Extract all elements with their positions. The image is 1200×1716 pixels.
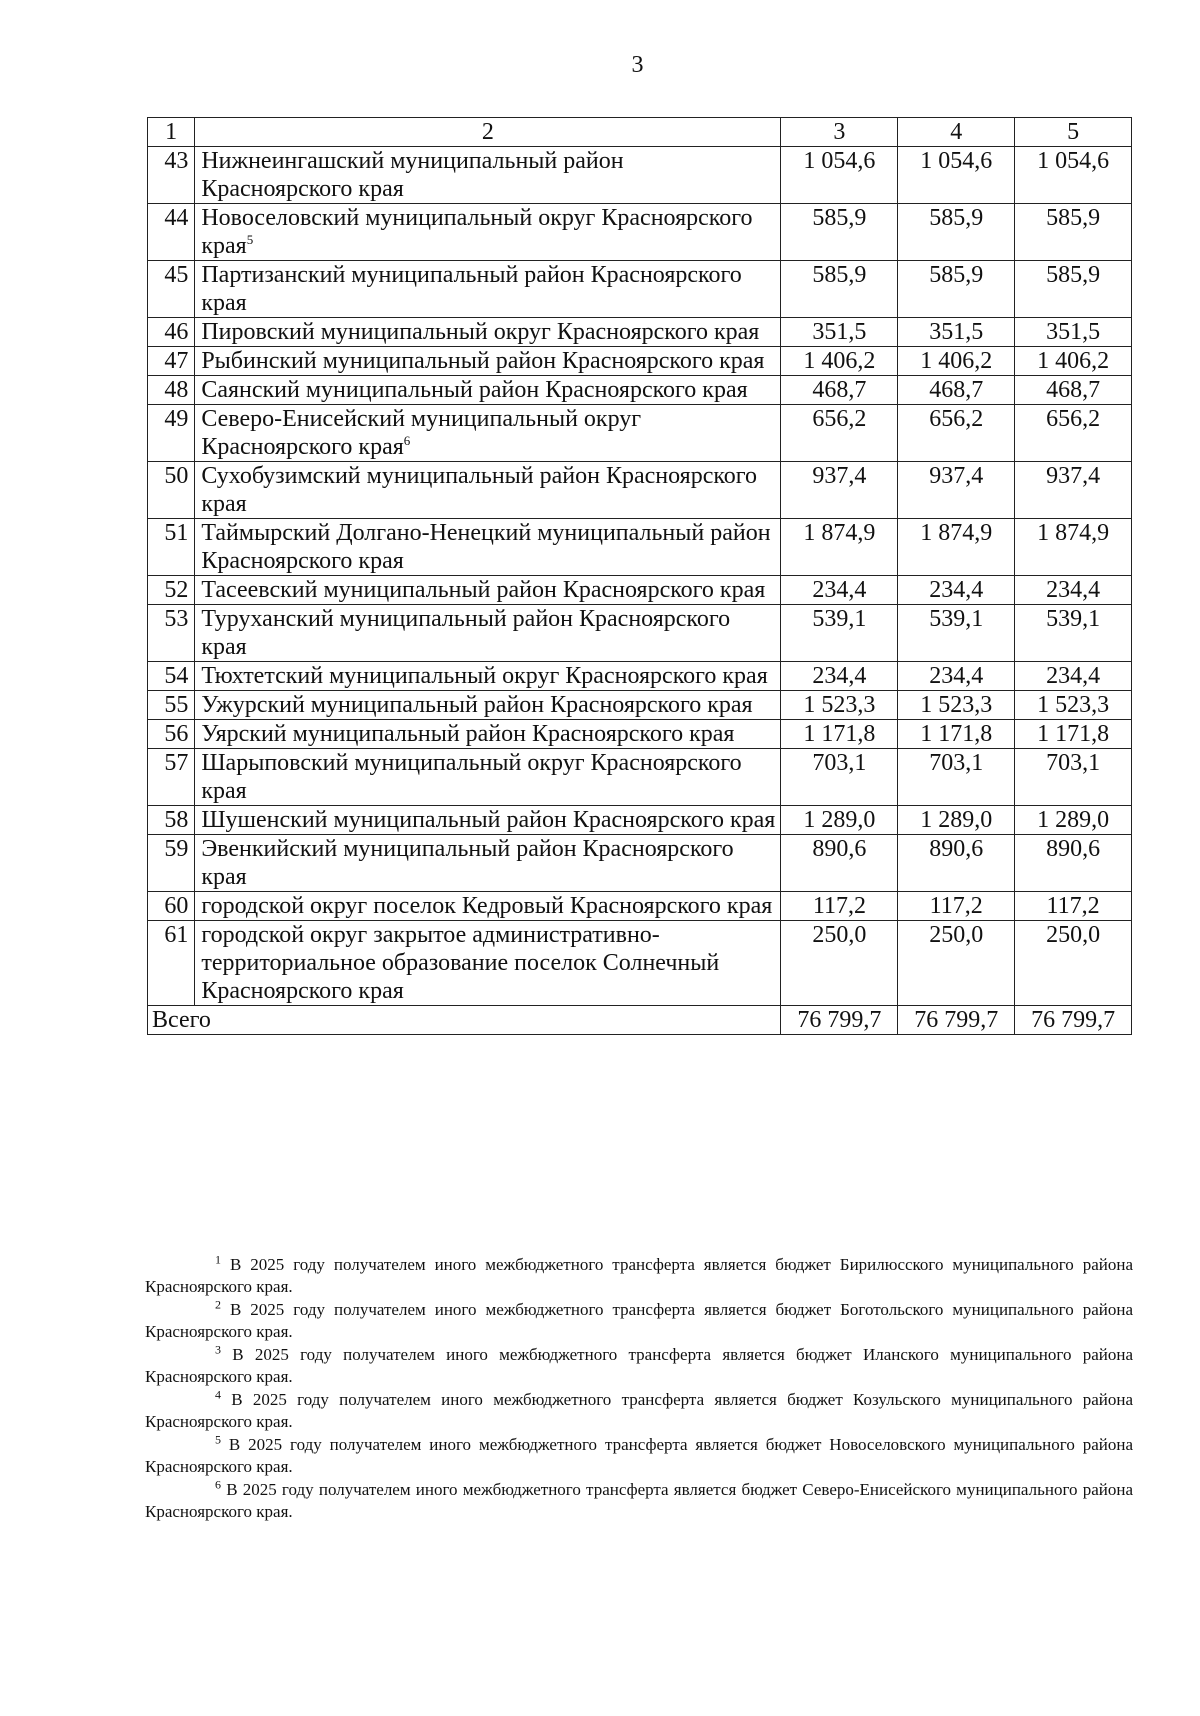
municipality-name-text: городской округ закрытое административно-территориальное образование поселок Солнечный Красноярского края bbox=[201, 922, 720, 1004]
value-cell: 937,4 bbox=[781, 462, 898, 519]
table-row bbox=[148, 749, 1132, 806]
value-cell: 250,0 bbox=[898, 921, 1015, 1006]
municipality-name-text: Туруханский муниципальный район Красноярского края bbox=[201, 606, 731, 660]
value-cell: 1 874,9 bbox=[1015, 519, 1132, 576]
municipality-name bbox=[195, 720, 781, 749]
municipality-name bbox=[195, 376, 781, 405]
footnote-mark: 5 bbox=[215, 1432, 221, 1447]
value-cell: 585,9 bbox=[1015, 261, 1132, 318]
total-value: 76 799,7 bbox=[781, 1006, 898, 1035]
total-value: 76 799,7 bbox=[1015, 1006, 1132, 1035]
value-cell: 468,7 bbox=[1015, 376, 1132, 405]
municipality-name bbox=[195, 691, 781, 720]
column-header: 5 bbox=[1015, 118, 1132, 147]
table-row bbox=[148, 204, 1132, 261]
table-row bbox=[148, 892, 1132, 921]
footnote-text: В 2025 году получателем иного межбюджетного трансферта является бюджет Новоселовского муниципального района Красноярского края. bbox=[145, 1435, 1134, 1476]
table-row bbox=[148, 806, 1132, 835]
value-cell: 1 171,8 bbox=[898, 720, 1015, 749]
municipality-name bbox=[195, 605, 781, 662]
value-cell: 117,2 bbox=[898, 892, 1015, 921]
value-cell: 468,7 bbox=[898, 376, 1015, 405]
municipality-name-text: Ужурский муниципальный район Красноярского края bbox=[201, 692, 753, 718]
footnote bbox=[145, 1344, 1133, 1388]
value-cell: 1 054,6 bbox=[781, 147, 898, 204]
municipality-name bbox=[195, 204, 781, 261]
value-cell: 1 171,8 bbox=[781, 720, 898, 749]
municipality-name-text: Новоселовский муниципальный округ Красноярского края bbox=[201, 205, 753, 259]
table-row bbox=[148, 835, 1132, 892]
value-cell: 703,1 bbox=[1015, 749, 1132, 806]
value-cell: 117,2 bbox=[781, 892, 898, 921]
municipality-name-text: Северо-Енисейский муниципальный округ Красноярского края bbox=[201, 406, 642, 460]
total-row bbox=[148, 1006, 1132, 1035]
value-cell: 703,1 bbox=[781, 749, 898, 806]
row-number: 59 bbox=[148, 835, 195, 892]
value-cell: 937,4 bbox=[1015, 462, 1132, 519]
table-row bbox=[148, 261, 1132, 318]
value-cell: 250,0 bbox=[1015, 921, 1132, 1006]
footnote-mark: 6 bbox=[215, 1477, 221, 1492]
value-cell: 234,4 bbox=[898, 662, 1015, 691]
municipality-name-text: Тасеевский муниципальный район Красноярского края bbox=[201, 577, 766, 603]
footnote-ref: 5 bbox=[246, 232, 254, 247]
table-row bbox=[148, 405, 1132, 462]
municipality-name bbox=[195, 806, 781, 835]
footnote-text: В 2025 году получателем иного межбюджетного трансферта является бюджет Бирилюсского муниципального района Красноярского края. bbox=[145, 1255, 1133, 1296]
value-cell: 234,4 bbox=[781, 662, 898, 691]
municipality-name-text: Пировский муниципальный округ Красноярского края bbox=[201, 319, 760, 345]
value-cell: 539,1 bbox=[781, 605, 898, 662]
value-cell: 890,6 bbox=[898, 835, 1015, 892]
value-cell: 468,7 bbox=[781, 376, 898, 405]
value-cell: 890,6 bbox=[1015, 835, 1132, 892]
municipality-name-text: Уярский муниципальный район Красноярского края bbox=[201, 721, 735, 747]
municipality-name-text: Тюхтетский муниципальный округ Красноярского края bbox=[201, 663, 768, 689]
row-number: 43 bbox=[148, 147, 195, 204]
municipality-name-text: Шушенский муниципальный район Красноярского края bbox=[201, 807, 776, 833]
total-label: Всего bbox=[148, 1006, 781, 1035]
value-cell: 1 054,6 bbox=[1015, 147, 1132, 204]
value-cell: 585,9 bbox=[781, 261, 898, 318]
table-row bbox=[148, 662, 1132, 691]
column-header: 4 bbox=[898, 118, 1015, 147]
value-cell: 937,4 bbox=[898, 462, 1015, 519]
footnote-text: В 2025 году получателем иного межбюджетного трансферта является бюджет Козульского муниципального района Красноярского края. bbox=[145, 1390, 1134, 1431]
data-table bbox=[147, 117, 1132, 1035]
value-cell: 585,9 bbox=[781, 204, 898, 261]
total-value: 76 799,7 bbox=[898, 1006, 1015, 1035]
row-number: 51 bbox=[148, 519, 195, 576]
footnote bbox=[145, 1254, 1133, 1298]
value-cell: 890,6 bbox=[781, 835, 898, 892]
column-header: 3 bbox=[781, 118, 898, 147]
table-row bbox=[148, 605, 1132, 662]
municipality-name bbox=[195, 347, 781, 376]
value-cell: 703,1 bbox=[898, 749, 1015, 806]
row-number: 44 bbox=[148, 204, 195, 261]
value-cell: 656,2 bbox=[781, 405, 898, 462]
table-row bbox=[148, 691, 1132, 720]
municipality-name-text: Эвенкийский муниципальный район Красноярского края bbox=[201, 836, 734, 890]
value-cell: 117,2 bbox=[1015, 892, 1132, 921]
row-number: 48 bbox=[148, 376, 195, 405]
footnote-mark: 2 bbox=[215, 1297, 221, 1312]
row-number: 58 bbox=[148, 806, 195, 835]
row-number: 49 bbox=[148, 405, 195, 462]
value-cell: 539,1 bbox=[1015, 605, 1132, 662]
value-cell: 1 406,2 bbox=[781, 347, 898, 376]
footnote-mark: 3 bbox=[215, 1342, 221, 1357]
footnote bbox=[145, 1479, 1133, 1523]
value-cell: 1 054,6 bbox=[898, 147, 1015, 204]
value-cell: 1 171,8 bbox=[1015, 720, 1132, 749]
row-number: 55 bbox=[148, 691, 195, 720]
row-number: 57 bbox=[148, 749, 195, 806]
footnote-text: В 2025 году получателем иного межбюджетного трансферта является бюджет Боготольского муниципального района Красноярского края. bbox=[145, 1300, 1133, 1341]
value-cell: 656,2 bbox=[1015, 405, 1132, 462]
footnote-ref: 6 bbox=[403, 433, 411, 448]
municipality-name bbox=[195, 835, 781, 892]
value-cell: 234,4 bbox=[1015, 576, 1132, 605]
table-row bbox=[148, 347, 1132, 376]
column-header: 2 bbox=[195, 118, 781, 147]
value-cell: 539,1 bbox=[898, 605, 1015, 662]
footnote-text: В 2025 году получателем иного межбюджетного трансферта является бюджет Северо-Енисейского муниципального района Красноярского края. bbox=[145, 1480, 1133, 1521]
value-cell: 585,9 bbox=[898, 204, 1015, 261]
value-cell: 351,5 bbox=[898, 318, 1015, 347]
footnote-mark: 4 bbox=[215, 1387, 221, 1402]
value-cell: 351,5 bbox=[781, 318, 898, 347]
row-number: 46 bbox=[148, 318, 195, 347]
value-cell: 1 523,3 bbox=[898, 691, 1015, 720]
value-cell: 585,9 bbox=[898, 261, 1015, 318]
table-row bbox=[148, 318, 1132, 347]
value-cell: 1 523,3 bbox=[1015, 691, 1132, 720]
table-row bbox=[148, 720, 1132, 749]
footnote bbox=[145, 1434, 1133, 1478]
row-number: 45 bbox=[148, 261, 195, 318]
table-row bbox=[148, 147, 1132, 204]
municipality-name bbox=[195, 462, 781, 519]
value-cell: 1 289,0 bbox=[898, 806, 1015, 835]
value-cell: 656,2 bbox=[898, 405, 1015, 462]
table-row bbox=[148, 921, 1132, 1006]
municipality-name bbox=[195, 519, 781, 576]
row-number: 61 bbox=[148, 921, 195, 1006]
header-row bbox=[148, 118, 1132, 147]
row-number: 53 bbox=[148, 605, 195, 662]
municipality-name-text: Шарыповский муниципальный округ Красноярского края bbox=[201, 750, 742, 804]
value-cell: 585,9 bbox=[1015, 204, 1132, 261]
municipality-name-text: Сухобузимский муниципальный район Красноярского края bbox=[201, 463, 758, 517]
row-number: 50 bbox=[148, 462, 195, 519]
table-row bbox=[148, 376, 1132, 405]
table-row bbox=[148, 576, 1132, 605]
footnote-mark: 1 bbox=[215, 1252, 221, 1267]
municipality-name-text: Саянский муниципальный район Красноярского края bbox=[201, 377, 748, 403]
page-number: 3 bbox=[631, 52, 644, 78]
value-cell: 1 406,2 bbox=[1015, 347, 1132, 376]
municipality-name bbox=[195, 318, 781, 347]
municipality-name bbox=[195, 892, 781, 921]
table-row bbox=[148, 519, 1132, 576]
row-number: 54 bbox=[148, 662, 195, 691]
value-cell: 234,4 bbox=[898, 576, 1015, 605]
footnotes bbox=[145, 1254, 1133, 1524]
municipality-name-text: Партизанский муниципальный район Красноярского края bbox=[201, 262, 742, 316]
value-cell: 1 523,3 bbox=[781, 691, 898, 720]
municipality-name-text: Рыбинский муниципальный район Красноярского края bbox=[201, 348, 765, 374]
municipality-name bbox=[195, 921, 781, 1006]
footnote bbox=[145, 1299, 1133, 1343]
value-cell: 1 289,0 bbox=[781, 806, 898, 835]
value-cell: 1 406,2 bbox=[898, 347, 1015, 376]
table-row bbox=[148, 462, 1132, 519]
value-cell: 1 874,9 bbox=[781, 519, 898, 576]
municipality-name bbox=[195, 749, 781, 806]
value-cell: 234,4 bbox=[1015, 662, 1132, 691]
value-cell: 1 874,9 bbox=[898, 519, 1015, 576]
municipality-name bbox=[195, 576, 781, 605]
municipality-name-text: городской округ поселок Кедровый Красноярского края bbox=[201, 893, 773, 919]
footnote-text: В 2025 году получателем иного межбюджетного трансферта является бюджет Иланского муниципального района Красноярского края. bbox=[145, 1345, 1133, 1386]
column-header: 1 bbox=[148, 118, 195, 147]
table-body bbox=[148, 147, 1132, 1006]
municipality-name bbox=[195, 261, 781, 318]
row-number: 52 bbox=[148, 576, 195, 605]
municipality-name bbox=[195, 662, 781, 691]
municipality-name-text: Нижнеингашский муниципальный район Красноярского края bbox=[201, 148, 624, 202]
municipality-name bbox=[195, 147, 781, 204]
value-cell: 351,5 bbox=[1015, 318, 1132, 347]
municipality-name bbox=[195, 405, 781, 462]
value-cell: 250,0 bbox=[781, 921, 898, 1006]
value-cell: 1 289,0 bbox=[1015, 806, 1132, 835]
row-number: 60 bbox=[148, 892, 195, 921]
row-number: 56 bbox=[148, 720, 195, 749]
municipality-name-text: Таймырский Долгано-Ненецкий муниципальный район Красноярского края bbox=[201, 520, 771, 574]
value-cell: 234,4 bbox=[781, 576, 898, 605]
row-number: 47 bbox=[148, 347, 195, 376]
footnote bbox=[145, 1389, 1133, 1433]
